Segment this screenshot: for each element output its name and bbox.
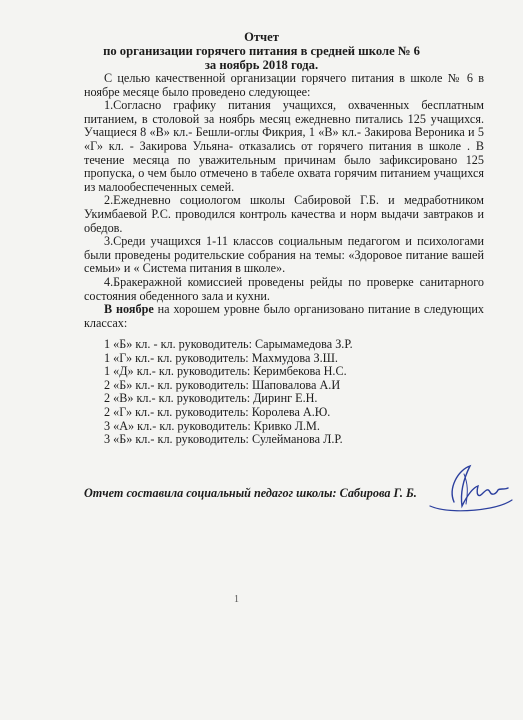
page-mark: 1	[234, 594, 239, 605]
list-item: 1 «Г» кл.- кл. руководитель: Махмудова З.Ш.	[104, 350, 338, 365]
november-rest: на хорошем уровне было организовано питание в следующих классах:	[84, 302, 484, 330]
list-item: 2 «Г» кл.- кл. руководитель: Королева А.Ю.	[104, 404, 331, 419]
item-3-paragraph: 3.Среди учащихся 1-11 классов социальным педагогом и психологами были проведены родительские собрания на темы: «Здоровое питание вашей семьи» и « Система питания в школе».	[84, 234, 484, 276]
report-body	[84, 72, 484, 330]
report-author-line: Отчет составила социальный педагог школы: Сабирова Г. Б.	[84, 486, 417, 500]
intro-paragraph: С целью качественной организации горячего питания в школе № 6 в ноябре месяце было проведено следующее:	[84, 71, 484, 99]
class-list	[104, 338, 464, 447]
november-paragraph	[84, 303, 484, 330]
report-title: Отчет	[244, 30, 279, 44]
report-subtitle: по организации горячего питания в средней школе № 6	[103, 44, 420, 58]
report-period: за ноябрь 2018 года.	[204, 58, 319, 72]
list-item: 3 «А» кл.- кл. руководитель: Кривко Л.М.	[104, 418, 320, 433]
list-item: 2 «В» кл.- кл. руководитель: Диринг Е.Н.	[104, 391, 318, 406]
list-item: 3 «Б» кл.- кл. руководитель: Сулейманова Л.Р.	[104, 432, 343, 447]
item-4-paragraph: 4.Бракеражной комиссией проведены рейды по проверке санитарного состояния обеденного зала и кухни.	[84, 274, 484, 303]
item-1-paragraph: 1.Согласно графику питания учащихся, охваченных бесплатным питанием, в столовой за ноябрь месяц ежедневно питались 125 учащихся. Учащиеся 8 «В» кл.- Бешли-оглы Фикрия, 1 «В» кл.- Закирова Вероника и 5 «Г» кл. - Закирова Ульяна- отказались от горячего питания в школе . В течение месяца по уважительным причинам было зафиксировано 125 пропуска, о чем было отмечено в табеле охвата горячим питанием учащихся из малообеспеченных семей.	[84, 98, 484, 194]
signature-image	[424, 458, 516, 520]
list-item: 1 «Д» кл.- кл. руководитель: Керимбекова Н.С.	[104, 364, 347, 379]
list-item: 2 «Б» кл.- кл. руководитель: Шаповалова А.И	[104, 377, 341, 392]
item-2-paragraph: 2.Ежедневно социологом школы Сабировой Г.Б. и медработником Укимбаевой Р.С. проводился контроль качества и норм выдачи завтраков и обедов.	[84, 193, 484, 235]
november-lead: В ноябре	[104, 302, 154, 317]
list-item: 1 «Б» кл. - кл. руководитель: Сарымамедова З.Р.	[104, 337, 353, 351]
